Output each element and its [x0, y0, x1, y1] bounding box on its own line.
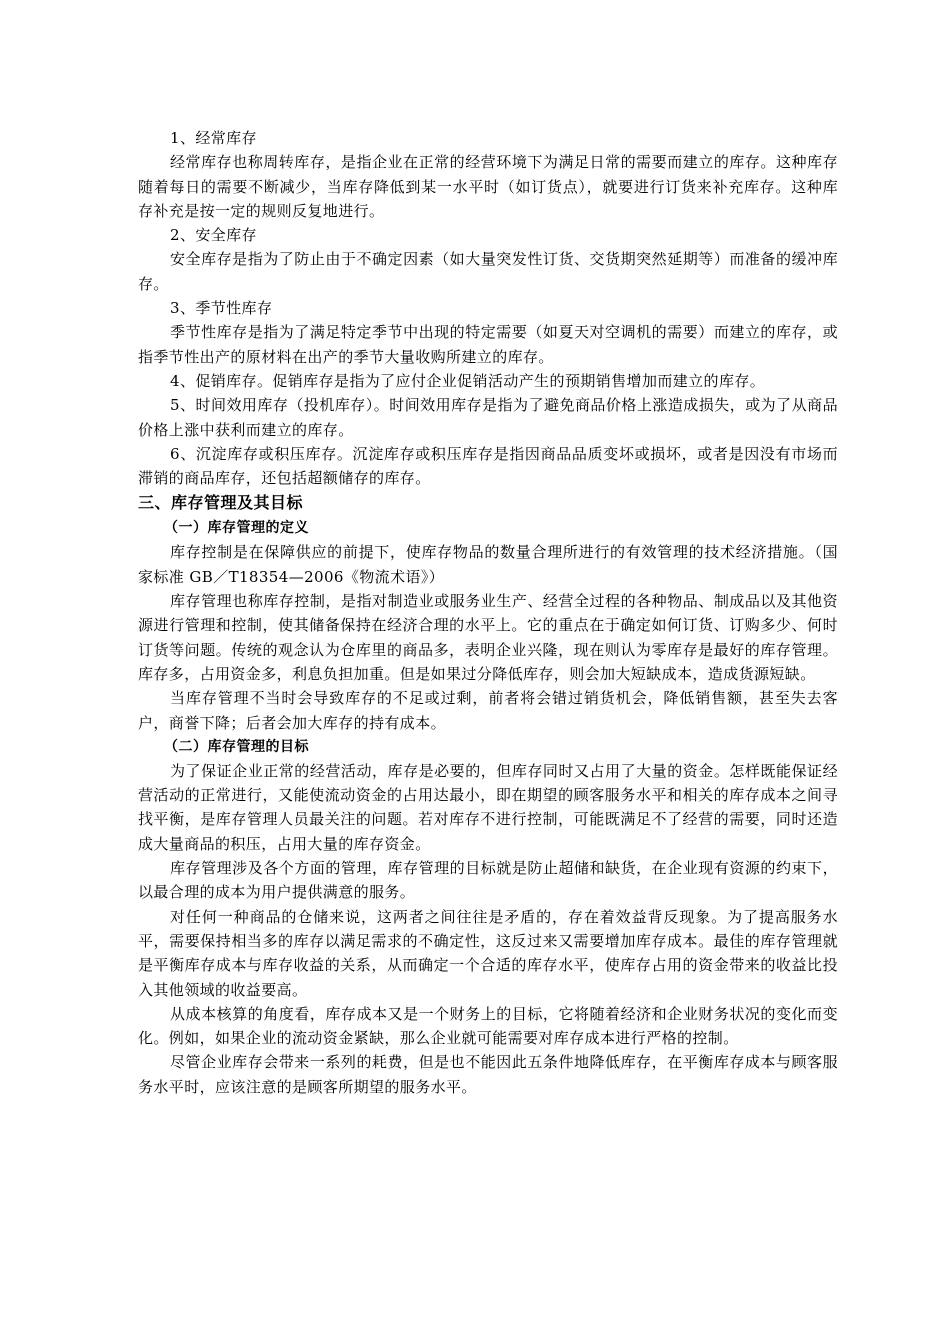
document-page: [138, 126, 838, 1099]
paragraph-objectives-service-level: 尽管企业库存会带来一系列的耗费，但是也不能因此五条件地降低库存，在平衡库存成本与顾客服务水平时，应该注意的是顾客所期望的服务水平。: [138, 1053, 838, 1096]
paragraph-dead-stock-inventory: 6、沉淀库存或积压库存。沉淀库存或积压库存是指因商品品质变坏或损坏，或者是因没有市场而滞销的商品库存，还包括超额储存的库存。: [138, 444, 838, 488]
paragraph-objectives-goal: 库存管理涉及各个方面的管理，库存管理的目标就是防止超储和缺货，在企业现有资源的约束下，以最合理的成本为用户提供满意的服务。: [138, 859, 838, 902]
section-heading-inventory-management: 三、库存管理及其目标: [138, 493, 304, 513]
paragraph-promotional-inventory: 4、促销库存。促销库存是指为了应付企业促销活动产生的预期销售增加而建立的库存。: [170, 371, 766, 390]
heading-seasonal-inventory: 3、季节性库存: [170, 299, 273, 318]
paragraph-regular-inventory: 经常库存也称周转库存，是指企业在正常的经营环境下为满足日常的需要而建立的库存。这种库存随着每日的需要不断减少，当库存降低到某一水平时（如订货点），就要进行订货来补充库存。这种库存补充是按一定的规则反复地进行。: [138, 153, 838, 220]
paragraph-seasonal-inventory: 季节性库存是指为了满足特定季节中出现的特定需要（如夏天对空调机的需要）而建立的库存，或指季节性出产的原材料在出产的季节大量收购所建立的库存。: [138, 323, 838, 366]
paragraph-objectives-tradeoff: 对任何一种商品的仓储来说，这两者之间往往是矛盾的，存在着效益背反现象。为了提高服务水平，需要保持相当多的库存以满足需求的不确定性，这反过来又需要增加库存成本。最佳的库存管理就是平衡库存成本与库存收益的关系，从而确定一个合适的库存水平，使库存占用的资金带来的收益比投入其他领域的收益要高。: [138, 907, 838, 999]
paragraph-definition-standard: 库存控制是在保障供应的前提下，使库存物品的数量合理所进行的有效管理的技术经济措施。（国家标准 GB／T18354—2006《物流术语》）: [138, 543, 838, 586]
paragraph-time-utility-inventory: 5、时间效用库存（投机库存）。时间效用库存是指为了避免商品价格上涨造成损失，或为了从商品价格上涨中获利而建立的库存。: [138, 396, 838, 439]
heading-regular-inventory: 1、经常库存: [170, 129, 257, 147]
subsection-heading-definition: （一）库存管理的定义: [164, 520, 309, 537]
paragraph-improper-management: 当库存管理不当时会导致库存的不足或过剩，前者将会错过销货机会，降低销售额，甚至失去客户，商誉下降；后者会加大库存的持有成本。: [138, 689, 838, 732]
subsection-heading-objectives: （二）库存管理的目标: [164, 738, 309, 755]
paragraph-definition-detail: 库存管理也称库存控制，是指对制造业或服务业生产、经营全过程的各种物品、制成品以及其他资源进行管理和控制，使其储备保持在经济合理的水平上。它的重点在于确定如何订货、订购多少、何时订货等问题。传统的观念认为仓库里的商品多，表明企业兴隆，现在则认为零库存是最好的库存管理。库存多，占用资金多，利息负担加重。但是如果过分降低库存，则会加大短缺成本，造成货源短缺。: [138, 592, 838, 683]
paragraph-safety-inventory: 安全库存是指为了防止由于不确定因素（如大量突发性订货、交货期突然延期等）而准备的缓冲库存。: [138, 250, 838, 293]
paragraph-objectives-balance: 为了保证企业正常的经营活动，库存是必要的，但库存同时又占用了大量的资金。怎样既能保证经营活动的正常进行，又能使流动资金的占用达最小，即在期望的顾客服务水平和相关的库存成本之间寻找平衡，是库存管理人员最关注的问题。若对库存不进行控制，可能既满足不了经营的需要，同时还造成大量商品的积压，占用大量的库存资金。: [138, 761, 838, 853]
heading-safety-inventory: 2、安全库存: [170, 226, 257, 245]
paragraph-objectives-cost: 从成本核算的角度看，库存成本又是一个财务上的目标，它将随着经济和企业财务状况的变化而变化。例如，如果企业的流动资金紧缺，那么企业就可能需要对库存成本进行严格的控制。: [138, 1004, 838, 1048]
